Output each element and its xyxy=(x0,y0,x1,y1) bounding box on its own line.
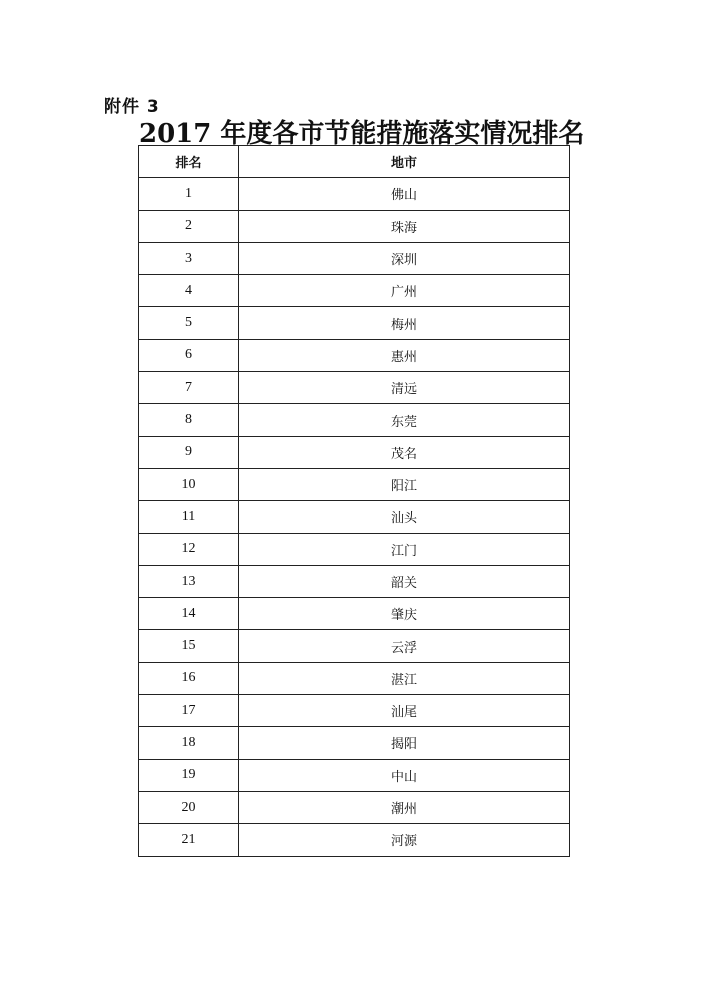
city-cell: 汕尾 xyxy=(239,695,570,727)
table-body xyxy=(139,178,570,856)
table-row xyxy=(139,275,570,307)
city-cell: 汕头 xyxy=(239,501,570,533)
rank-cell: 3 xyxy=(139,242,239,274)
table-row xyxy=(139,662,570,694)
table-row xyxy=(139,210,570,242)
table-row xyxy=(139,436,570,468)
table-row xyxy=(139,727,570,759)
table-header-row xyxy=(139,146,570,178)
header-city: 地市 xyxy=(239,146,570,178)
table-row xyxy=(139,598,570,630)
rank-cell: 2 xyxy=(139,210,239,242)
rank-cell: 1 xyxy=(139,178,239,210)
table-row xyxy=(139,307,570,339)
city-cell: 广州 xyxy=(239,275,570,307)
city-cell: 深圳 xyxy=(239,242,570,274)
rank-cell: 19 xyxy=(139,759,239,791)
rank-cell: 15 xyxy=(139,630,239,662)
rank-cell: 11 xyxy=(139,501,239,533)
city-cell: 阳江 xyxy=(239,468,570,500)
header-rank: 排名 xyxy=(139,146,239,178)
rank-cell: 18 xyxy=(139,727,239,759)
table-row xyxy=(139,759,570,791)
table-row xyxy=(139,695,570,727)
city-cell: 东莞 xyxy=(239,404,570,436)
city-cell: 茂名 xyxy=(239,436,570,468)
rank-cell: 6 xyxy=(139,339,239,371)
city-cell: 河源 xyxy=(239,824,570,856)
rank-cell: 21 xyxy=(139,824,239,856)
city-cell: 佛山 xyxy=(239,178,570,210)
table-row xyxy=(139,372,570,404)
rank-cell: 17 xyxy=(139,695,239,727)
rank-cell: 9 xyxy=(139,436,239,468)
table-row xyxy=(139,404,570,436)
city-cell: 梅州 xyxy=(239,307,570,339)
rank-cell: 8 xyxy=(139,404,239,436)
ranking-table xyxy=(138,145,570,857)
city-cell: 中山 xyxy=(239,759,570,791)
city-cell: 揭阳 xyxy=(239,727,570,759)
rank-cell: 13 xyxy=(139,565,239,597)
city-cell: 云浮 xyxy=(239,630,570,662)
rank-cell: 20 xyxy=(139,791,239,823)
table-row xyxy=(139,630,570,662)
city-cell: 清远 xyxy=(239,372,570,404)
rank-cell: 10 xyxy=(139,468,239,500)
document-title: 2017 年度各市节能措施落实情况排名 xyxy=(139,119,585,149)
table-row xyxy=(139,242,570,274)
city-cell: 江门 xyxy=(239,533,570,565)
table-row xyxy=(139,533,570,565)
rank-cell: 4 xyxy=(139,275,239,307)
table-row xyxy=(139,565,570,597)
city-cell: 湛江 xyxy=(239,662,570,694)
table-row xyxy=(139,468,570,500)
rank-cell: 5 xyxy=(139,307,239,339)
table-row xyxy=(139,791,570,823)
table-row xyxy=(139,824,570,856)
table-row xyxy=(139,178,570,210)
city-cell: 肇庆 xyxy=(239,598,570,630)
city-cell: 珠海 xyxy=(239,210,570,242)
rank-cell: 12 xyxy=(139,533,239,565)
city-cell: 惠州 xyxy=(239,339,570,371)
rank-cell: 16 xyxy=(139,662,239,694)
city-cell: 韶关 xyxy=(239,565,570,597)
attachment-label: 附件 3 xyxy=(104,97,160,117)
rank-cell: 7 xyxy=(139,372,239,404)
table-row xyxy=(139,339,570,371)
rank-cell: 14 xyxy=(139,598,239,630)
city-cell: 潮州 xyxy=(239,791,570,823)
table-row xyxy=(139,501,570,533)
